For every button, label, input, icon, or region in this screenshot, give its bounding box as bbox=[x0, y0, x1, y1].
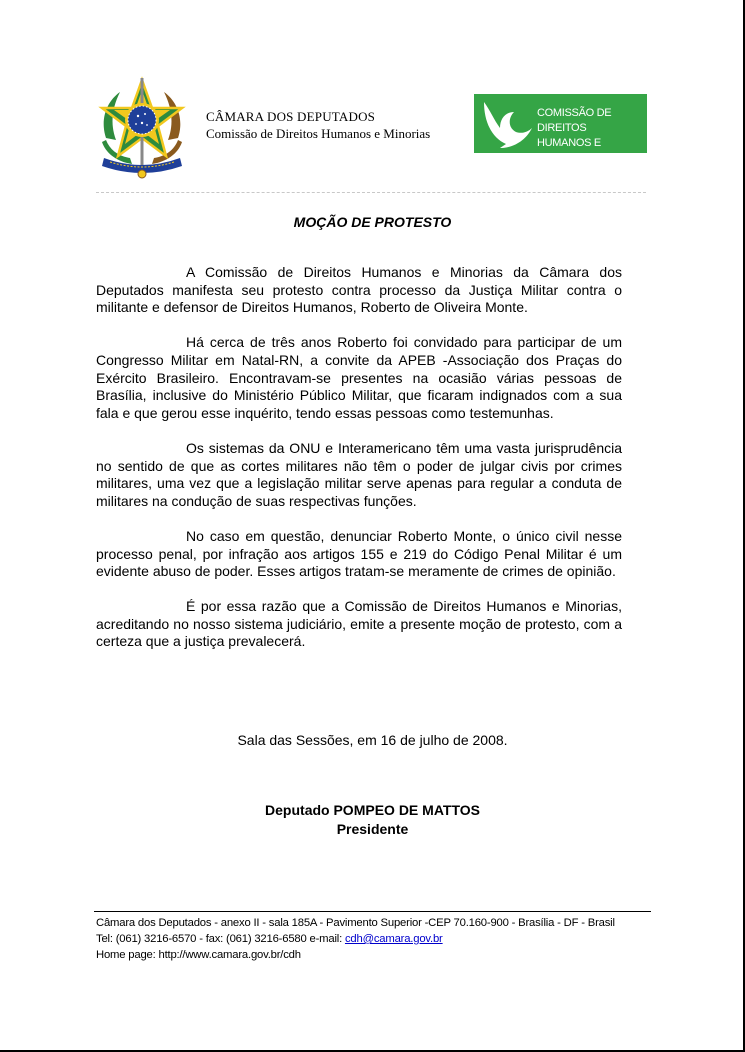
logo-text-line-1: COMISSÃO DE DIREITOS bbox=[537, 107, 612, 134]
footer bbox=[96, 915, 615, 963]
signature-block bbox=[0, 801, 745, 839]
document-body bbox=[96, 264, 622, 669]
document-title: MOÇÃO DE PROTESTO bbox=[293, 214, 452, 230]
email-link[interactable]: cdh@camara.gov.br bbox=[344, 933, 443, 945]
brazil-coat-of-arms-icon bbox=[96, 76, 188, 180]
commission-logo bbox=[474, 94, 647, 164]
footer-address: Câmara dos Deputados - anexo II - sala 185A - Pavimento Superior -CEP 70.160-900 - Brasília - DF - Brasil bbox=[96, 917, 615, 929]
paragraph-1: A Comissão de Direitos Humanos e Minorias da Câmara dos Deputados manifesta seu protesto contra processo da Justiça Militar contra o militante e defensor de Direitos Humanos, Roberto de Oliveira Monte. bbox=[96, 264, 622, 316]
footer-phone: Tel: (061) 3216-6570 - fax: (061) 3216-6580 e-mail: bbox=[96, 933, 345, 945]
signatory-name: Deputado POMPEO DE MATTOS bbox=[265, 802, 480, 818]
header-separator bbox=[96, 192, 646, 193]
footer-homepage: Home page: http://www.camara.gov.br/cdh bbox=[96, 949, 301, 961]
logo-text-line-2: HUMANOS E MINORIAS bbox=[537, 137, 601, 164]
footer-contact bbox=[96, 931, 615, 947]
footer-separator bbox=[94, 911, 651, 912]
session-date: Sala das Sessões, em 16 de julho de 2008. bbox=[237, 732, 508, 748]
committee-name: Comissão de Direitos Humanos e Minorias bbox=[206, 126, 431, 141]
signatory-role: Presidente bbox=[336, 821, 409, 837]
institution-name: CÂMARA DOS DEPUTADOS bbox=[206, 109, 376, 124]
paragraph-5: É por essa razão que a Comissão de Direitos Humanos e Minorias, acreditando no nosso sistema judiciário, emite a presente moção de protesto, com a certeza que a justiça prevalecerá. bbox=[96, 598, 622, 650]
bird-silhouette-icon bbox=[478, 98, 536, 150]
paragraph-4: No caso em questão, denunciar Roberto Monte, o único civil nesse processo penal, por infração aos artigos 155 e 219 do Código Penal Militar é um evidente abuso de poder. Esses artigos tratam-se meramente de crimes de opinião. bbox=[96, 527, 622, 580]
paragraph-2: Há cerca de três anos Roberto foi convidado para participar de um Congresso Militar em Natal-RN, a convite da APEB -Associação dos Praças do Exército Brasileiro. Encontravam-se presentes na ocasião várias pessoas de Brasília, inclusive do Ministério Público Militar, que ficaram indignados com a sua fala e que gerou esse inquérito, tendo essas pessoas como testemunhas. bbox=[96, 334, 622, 421]
paragraph-3: Os sistemas da ONU e Interamericano têm uma vasta jurisprudência no sentido de que as cortes militares não têm o poder de julgar civis por crimes militares, uma vez que a legislação militar serve apenas para regular a conduta de militares na condução de suas respectivas funções. bbox=[96, 439, 622, 509]
header-title-block bbox=[206, 108, 430, 142]
commission-logo-text bbox=[537, 106, 647, 166]
